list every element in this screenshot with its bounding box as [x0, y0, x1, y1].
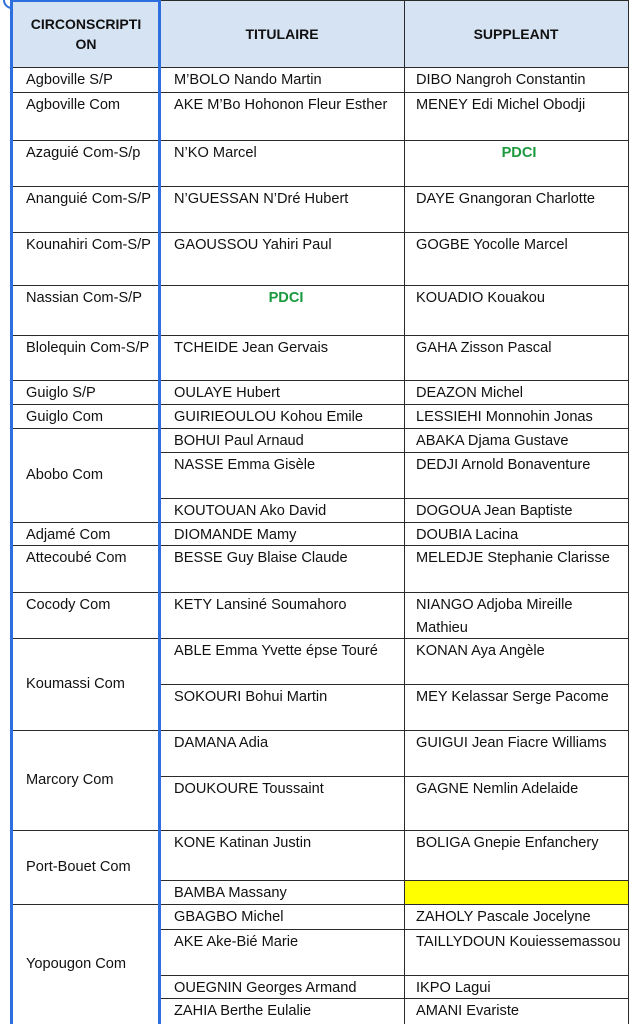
suppleant-cell: ZAHOLY Pascale Jocelyne [416, 909, 591, 925]
titulaire-cell: GAOUSSOU Yahiri Paul [174, 237, 332, 253]
titulaire-cell: DAMANA Adia [174, 735, 269, 751]
row-border [12, 592, 160, 593]
circonscription-cell: Guiglo Com [26, 409, 104, 425]
circonscription-cell: Cocody Com [26, 597, 111, 613]
titulaire-cell: BAMBA Massany [174, 885, 287, 901]
row-border [12, 232, 160, 233]
suppleant-cell: MELEDJE Stephanie Clarisse [416, 550, 610, 566]
titulaire-cell: BOHUI Paul Arnaud [174, 433, 304, 449]
titulaire-cell: KONE Katinan Justin [174, 835, 312, 851]
circonscription-cell: Attecoubé Com [26, 550, 127, 566]
row-border [160, 522, 628, 523]
suppleant-cell: GAHA Zisson Pascal [416, 340, 552, 356]
row-border [160, 335, 628, 336]
row-border [160, 545, 628, 546]
suppleant-cell: GAGNE Nemlin Adelaide [416, 781, 579, 797]
titulaire-cell: TCHEIDE Jean Gervais [174, 340, 329, 356]
titulaire-cell: AKE M’Bo Hohonon Fleur Esther [174, 97, 388, 113]
suppleant-cell: KOUADIO Kouakou [416, 290, 545, 306]
row-border [160, 92, 628, 93]
suppleant-cell: BOLIGA Gnepie Enfanchery [416, 835, 599, 851]
row-border [160, 428, 628, 429]
row-border [12, 830, 160, 831]
titulaire-cell: GBAGBO Michel [174, 909, 284, 925]
suppleant-cell: NIANGO Adjoba Mireille Mathieu [416, 597, 573, 636]
titulaire-cell: KETY Lansiné Soumahoro [174, 597, 347, 613]
circonscription-cell: Ananguié Com-S/P [26, 191, 151, 207]
header-suppleant [404, 0, 628, 67]
row-border [160, 929, 628, 930]
suppleant-cell: DEDJI Arnold Bonaventure [416, 457, 591, 473]
column-border [628, 0, 629, 1024]
header-suppleant-label: SUPPLEANT [473, 25, 559, 42]
titulaire-cell: ABLE Emma Yvette épse Touré [174, 643, 378, 659]
header-border [12, 67, 628, 68]
header-titulaire-label: TITULAIRE [245, 25, 319, 42]
row-border [12, 92, 160, 93]
row-border [160, 285, 628, 286]
row-border [160, 975, 628, 976]
row-border [12, 545, 160, 546]
row-border [160, 592, 628, 593]
suppleant-cell: ABAKA Djama Gustave [416, 433, 569, 449]
titulaire-cell: ZAHIA Berthe Eulalie [174, 1003, 312, 1019]
circonscription-cell: Agboville Com [26, 97, 121, 113]
row-border [12, 285, 160, 286]
circonscription-cell: Koumassi Com [26, 675, 125, 692]
row-border [160, 830, 628, 831]
titulaire-cell: KOUTOUAN Ako David [174, 503, 327, 519]
row-border [160, 730, 628, 731]
circonscription-cell: Adjamé Com [26, 527, 111, 543]
suppleant-cell: IKPO Lagui [416, 980, 491, 996]
row-border [160, 186, 628, 187]
suppleant-cell: KONAN Aya Angèle [416, 643, 545, 659]
titulaire-cell: DOUKOURE Toussaint [174, 781, 324, 797]
titulaire-cell: OUEGNIN Georges Armand [174, 980, 357, 996]
titulaire-cell: N’KO Marcel [174, 145, 257, 161]
titulaire-cell: GUIRIEOULOU Kohou Emile [174, 409, 363, 425]
titulaire-cell: OULAYE Hubert [174, 385, 280, 401]
row-border [12, 186, 160, 187]
titulaire-cell: M’BOLO Nando Martin [174, 72, 322, 88]
suppleant-cell: DIBO Nangroh Constantin [416, 72, 586, 88]
suppleant-cell: DOGOUA Jean Baptiste [416, 503, 573, 519]
header-titulaire [160, 0, 404, 67]
row-border [12, 335, 160, 336]
row-border [160, 404, 628, 405]
circonscription-cell: Blolequin Com-S/P [26, 340, 150, 356]
selection-border-left [10, 0, 13, 1024]
titulaire-cell: SOKOURI Bohui Martin [174, 689, 328, 705]
suppleant-cell: GUIGUI Jean Fiacre Williams [416, 735, 607, 751]
row-border [160, 880, 628, 881]
row-border [160, 452, 628, 453]
row-border [12, 404, 160, 405]
row-border [12, 730, 160, 731]
suppleant-highlight-cell [404, 880, 628, 904]
row-border [160, 998, 628, 999]
row-border [12, 904, 160, 905]
suppleant-cell: DEAZON Michel [416, 385, 524, 401]
titulaire-cell: DIOMANDE Mamy [174, 527, 297, 543]
row-border [12, 522, 160, 523]
circonscription-cell: Kounahiri Com-S/P [26, 237, 151, 253]
suppleant-cell: TAILLYDOUN Kouiessemassou [416, 934, 621, 950]
row-border [160, 232, 628, 233]
suppleant-cell: DOUBIA Lacina [416, 527, 519, 543]
circonscription-cell: Yopougon Com [26, 955, 127, 972]
circonscription-cell: Abobo Com [26, 466, 104, 483]
row-border [160, 498, 628, 499]
circonscription-cell: Azaguié Com-S/p [26, 145, 141, 161]
row-border [160, 684, 628, 685]
titulaire-cell: NASSE Emma Gisèle [174, 457, 316, 473]
row-border [12, 140, 160, 141]
selection-border-top [12, 0, 160, 2]
row-border [160, 638, 628, 639]
row-border [160, 904, 628, 905]
titulaire-cell: N’GUESSAN N’Dré Hubert [174, 191, 349, 207]
row-border [160, 776, 628, 777]
row-border [12, 428, 160, 429]
titulaire-cell: AKE Ake-Bié Marie [174, 934, 299, 950]
circonscription-cell: Agboville S/P [26, 72, 113, 88]
titulaire-party-label: PDCI [268, 290, 304, 306]
row-border [12, 638, 160, 639]
suppleant-cell: AMANI Evariste [416, 1003, 519, 1019]
suppleant-cell: MEY Kelassar Serge Pacome [416, 689, 609, 705]
circonscription-cell: Marcory Com [26, 771, 114, 788]
row-border [12, 380, 160, 381]
circonscription-cell: Guiglo S/P [26, 385, 96, 401]
row-border [160, 140, 628, 141]
circonscription-cell: Nassian Com-S/P [26, 290, 142, 306]
circonscription-cell: Port-Bouet Com [26, 858, 131, 875]
titulaire-cell: BESSE Guy Blaise Claude [174, 550, 348, 566]
suppleant-party-label: PDCI [501, 145, 537, 161]
header-circonscription-label: CIRCONSCRIPTI ON [30, 15, 142, 52]
column-border [404, 0, 405, 1024]
suppleant-cell: MENEY Edi Michel Obodji [416, 97, 586, 113]
suppleant-cell: LESSIEHI Monnohin Jonas [416, 409, 593, 425]
row-border [160, 380, 628, 381]
selection-border-right [158, 0, 161, 1024]
suppleant-cell: DAYE Gnangoran Charlotte [416, 191, 596, 207]
header-circonscription [12, 0, 160, 67]
suppleant-cell: GOGBE Yocolle Marcel [416, 237, 568, 253]
